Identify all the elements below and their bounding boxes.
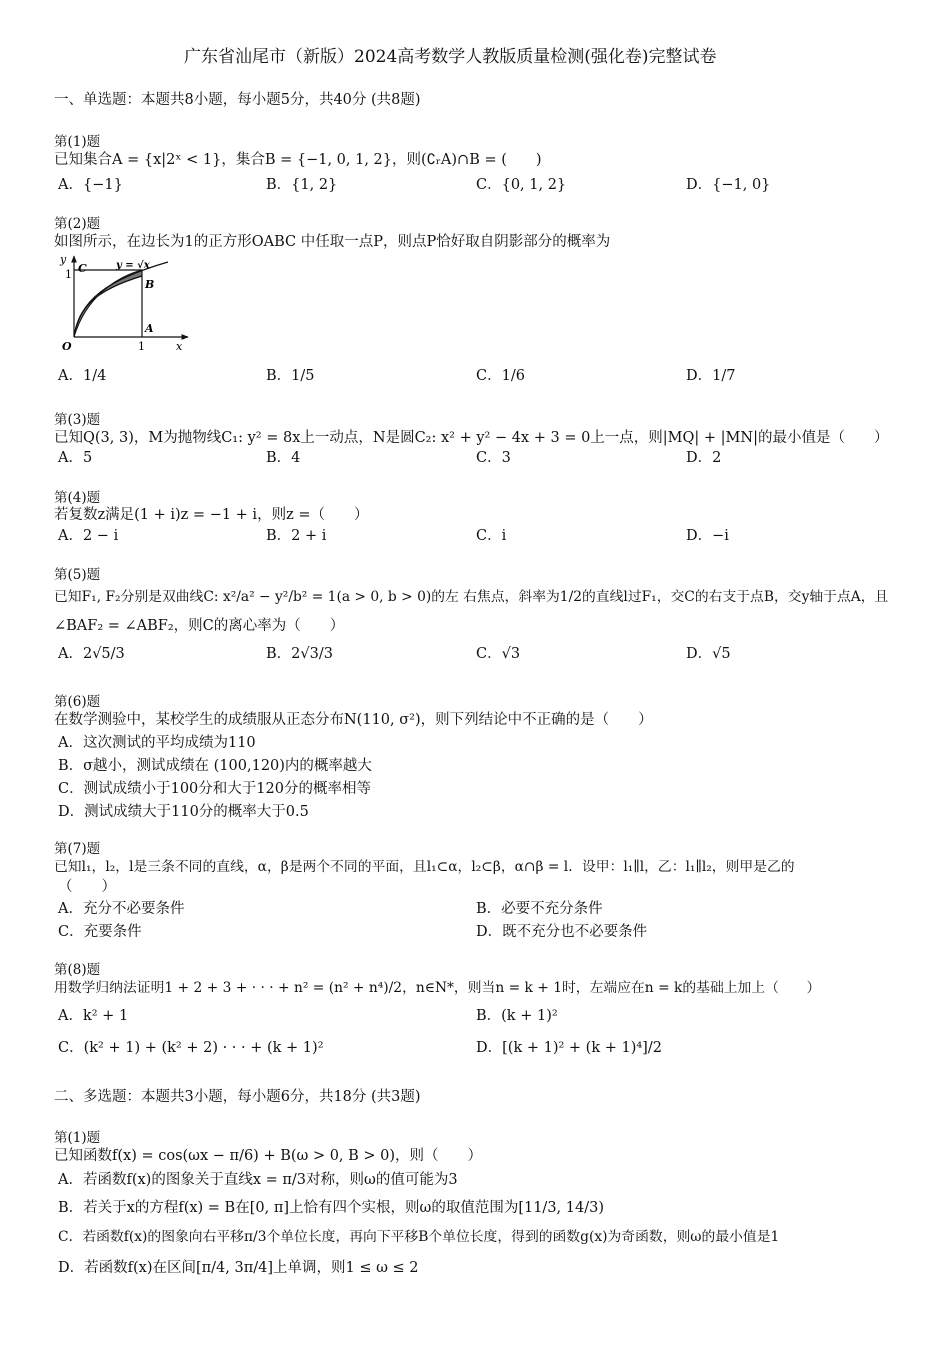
x-tick-label: 1	[138, 340, 145, 353]
option-a: A．充分不必要条件	[58, 901, 185, 917]
section-heading-single: 一、单选题：本题共8小题，每小题5分，共40分 (共8题)	[54, 92, 421, 108]
option-b: B．{1, 2}	[266, 177, 338, 193]
question-stem: 在数学测验中，某校学生的成绩服从正态分布N(110, σ²)，则下列结论中不正确的是（ ）	[54, 712, 653, 728]
question-stem: 如图所示，在边长为1的正方形OABC 中任取一点P，则点P恰好取自阴影部分的概率为	[54, 234, 611, 250]
option-d: D．{−1, 0}	[686, 177, 771, 193]
question-stem: 已知函数f(x) = cos(ωx − π/6) + B(ω > 0, B > 0)，则（ ）	[54, 1148, 483, 1164]
question-number: 第(1)题	[54, 134, 101, 150]
origin-label: O	[62, 340, 72, 353]
question-number: 第(7)题	[54, 841, 101, 857]
point-c-label: C	[78, 262, 87, 275]
option-a: A．2√5/3	[58, 646, 125, 662]
option-b: B．若关于x的方程f(x) = B在[0, π]上恰有四个实根，则ω的取值范围为[11/3, 14/3)	[58, 1200, 604, 1216]
question-number: 第(6)题	[54, 694, 101, 710]
page-title: 广东省汕尾市（新版）2024高考数学人教版质量检测(强化卷)完整试卷	[184, 47, 717, 67]
section-heading-multi: 二、多选题：本题共3小题，每小题6分，共18分 (共3题)	[54, 1089, 421, 1105]
point-a-label: A	[145, 322, 154, 335]
option-b: B．必要不充分条件	[476, 901, 603, 917]
option-c: C．3	[476, 450, 511, 466]
option-c: C．i	[476, 528, 507, 544]
option-a: A．2 − i	[58, 528, 119, 544]
option-d: D．2	[686, 450, 722, 466]
question-stem: 已知l₁，l₂，l是三条不同的直线，α，β是两个不同的平面，且l₁⊂α，l₂⊂β，α∩β = l．设甲：l₁∥l，乙：l₁∥l₂，则甲是乙的	[54, 859, 795, 875]
option-d: D．测试成绩大于110分的概率大于0.5	[58, 804, 309, 820]
option-d: D．√5	[686, 646, 731, 662]
option-d: D．既不充分也不必要条件	[476, 924, 648, 940]
option-b: B．2 + i	[266, 528, 327, 544]
option-c: C．1/6	[476, 368, 525, 384]
option-a: A．{−1}	[58, 177, 123, 193]
option-d: D．[(k + 1)² + (k + 1)⁴]/2	[476, 1040, 662, 1056]
question-number: 第(4)题	[54, 490, 101, 506]
option-a: A．1/4	[58, 368, 107, 384]
x-axis-label: x	[176, 340, 183, 353]
geometry-figure	[56, 252, 196, 357]
option-c: C．测试成绩小于100分和大于120分的概率相等	[58, 781, 371, 797]
option-d: D．−i	[686, 528, 729, 544]
question-stem: 若复数z满足(1 + i)z = −1 + i，则z =（ ）	[54, 507, 369, 523]
question-stem: 已知F₁, F₂分别是双曲线C: x²/a² − y²/b² = 1(a > 0, b > 0)的左 右焦点，斜率为1/2的直线l过F₁，交C的右支于点B，交y轴于点A，且	[54, 589, 889, 605]
question-number: 第(5)题	[54, 567, 101, 583]
option-c: C．充要条件	[58, 924, 142, 940]
option-a: A．若函数f(x)的图象关于直线x = π/3对称，则ω的值可能为3	[58, 1172, 458, 1188]
question-stem: 已知集合A = {x|2ˣ < 1}，集合B = {−1, 0, 1, 2}，则(∁ᵣA)∩B = ( )	[54, 152, 542, 168]
option-c: C．(k² + 1) + (k² + 2) · · · + (k + 1)²	[58, 1040, 324, 1056]
option-a: A．这次测试的平均成绩为110	[58, 735, 256, 751]
question-number: 第(3)题	[54, 412, 101, 428]
option-b: B．4	[266, 450, 301, 466]
option-d: D．1/7	[686, 368, 736, 384]
question-number: 第(1)题	[54, 1130, 101, 1146]
option-c: C．{0, 1, 2}	[476, 177, 567, 193]
question-stem-continued: （ ）	[58, 879, 116, 895]
question-number: 第(2)题	[54, 216, 101, 232]
option-b: B．1/5	[266, 368, 315, 384]
shaded-region	[74, 270, 142, 337]
option-b: B．(k + 1)²	[476, 1008, 558, 1024]
option-d: D．若函数f(x)在区间[π/4, 3π/4]上单调，则1 ≤ ω ≤ 2	[58, 1260, 419, 1276]
question-stem-continued: ∠BAF₂ = ∠ABF₂，则C的离心率为（ ）	[54, 618, 345, 634]
y-tick-label: 1	[65, 268, 72, 281]
option-b: B．2√3/3	[266, 646, 333, 662]
point-b-label: B	[145, 278, 155, 291]
option-a: A．k² + 1	[58, 1008, 129, 1024]
question-stem: 用数学归纳法证明1 + 2 + 3 + · · · + n² = (n² + n⁴)/2，n∈N*，则当n = k + 1时，左端应在n = k的基础上加上（ ）	[54, 980, 821, 996]
option-c: C．若函数f(x)的图象向右平移π/3个单位长度，再向下平移B个单位长度，得到的函数g(x)为奇函数，则ω的最小值是1	[58, 1229, 780, 1245]
option-a: A．5	[58, 450, 93, 466]
curve-label: y = √x	[116, 260, 150, 271]
option-b: B．σ越小，测试成绩在 (100,120)内的概率越大	[58, 758, 372, 774]
question-number: 第(8)题	[54, 962, 101, 978]
question-stem: 已知Q(3, 3)，M为抛物线C₁: y² = 8x上一动点，N是圆C₂: x² + y² − 4x + 3 = 0上一点，则|MQ| + |MN|的最小值是（ ）	[54, 430, 889, 446]
option-c: C．√3	[476, 646, 521, 662]
y-axis-label: y	[60, 253, 67, 266]
